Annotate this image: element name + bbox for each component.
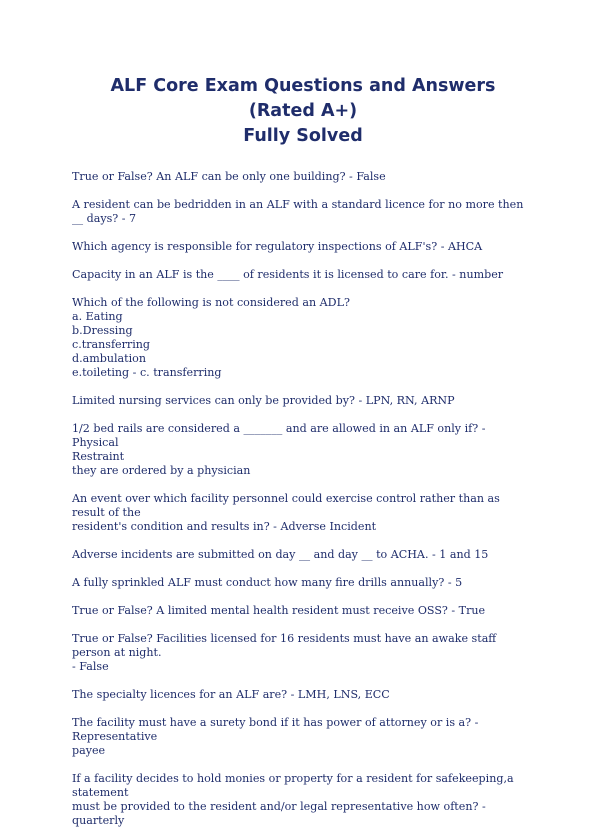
qa-item: A fully sprinkled ALF must conduct how many fire drills annually? - 5 (72, 576, 463, 589)
qa-item: If a facility decides to hold monies or property for a resident for safekeeping,a statement must be provided to the resident and/or legal representative how often? - quarterly (72, 772, 514, 827)
qa-item: 1/2 bed rails are considered a _______ and are allowed in an ALF only if? - Physical Restraint they are ordered by a physician (72, 422, 486, 477)
qa-item: Adverse incidents are submitted on day __ and day __ to ACHA. - 1 and 15 (72, 548, 489, 561)
qa-item: True or False? A limited mental health resident must receive OSS? - True (72, 604, 486, 617)
qa-item: A resident can be bedridden in an ALF with a standard licence for no more then __ days? - 7 (72, 198, 524, 225)
qa-item: True or False? An ALF can be only one building? - False (72, 170, 386, 183)
qa-item: The specialty licences for an ALF are? - LMH, LNS, ECC (72, 688, 390, 701)
qa-item: Which agency is responsible for regulatory inspections of ALF's? - AHCA (72, 240, 483, 253)
qa-item: Which of the following is not considered an ADL? a. Eating b.Dressing c.transferring d.ambulation e.toileting - c. transferring (72, 296, 350, 379)
qa-item: Capacity in an ALF is the ____ of residents it is licensed to care for. - number (72, 268, 504, 281)
qa-item: The facility must have a surety bond if it has power of attorney or is a? - Representative payee (72, 716, 479, 757)
document-title: ALF Core Exam Questions and Answers (Rated A+) Fully Solved (110, 76, 496, 146)
qa-item: True or False? Facilities licensed for 16 residents must have an awake staff person at night. - False (72, 632, 497, 673)
qa-item: Limited nursing services can only be provided by? - LPN, RN, ARNP (72, 394, 455, 407)
qa-item: An event over which facility personnel could exercise control rather than as result of the resident's condition and results in? - Adverse Incident (72, 492, 500, 533)
